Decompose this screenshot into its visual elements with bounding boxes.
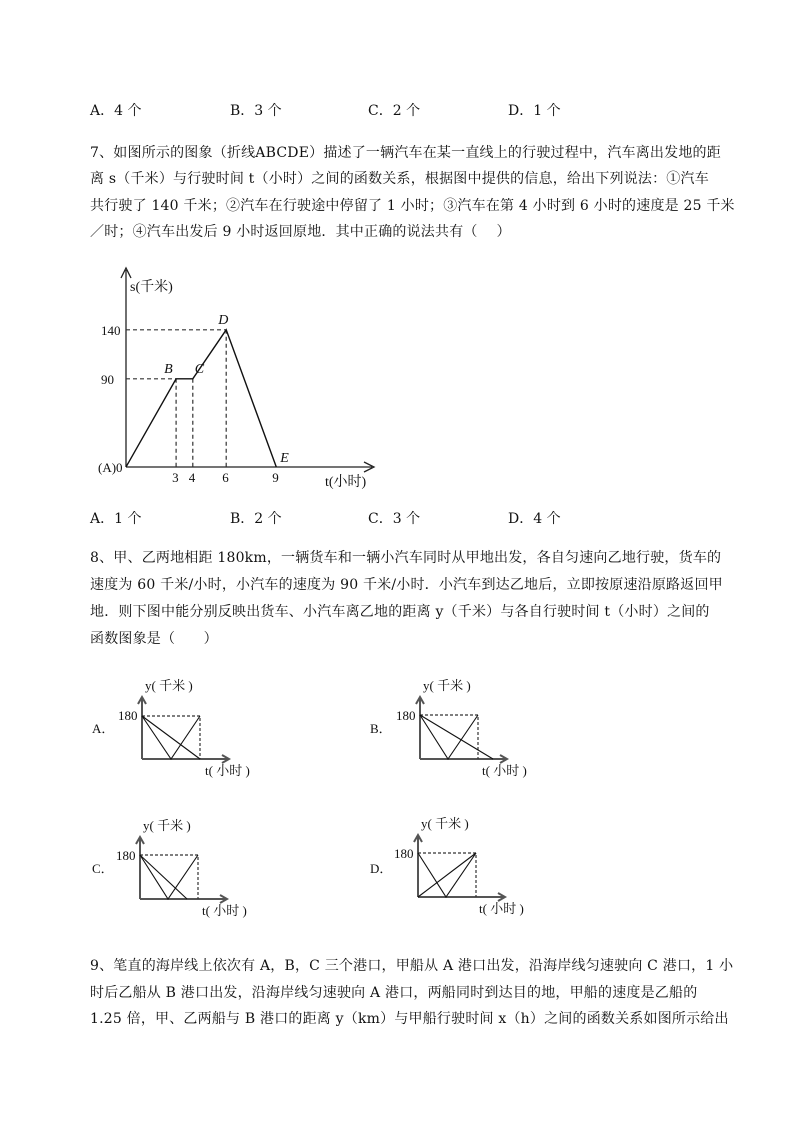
graph-x-label: t( 小时 ) bbox=[479, 901, 524, 916]
graph-x-label: t( 小时 ) bbox=[482, 763, 527, 778]
point-label-d: D bbox=[218, 312, 229, 328]
q6-option-b[interactable]: B．3 个 bbox=[230, 103, 282, 119]
q6-option-c[interactable]: C．2 个 bbox=[368, 103, 421, 119]
q8-text-line: 函数图象是（ ） bbox=[90, 631, 218, 647]
x-tick-label: 6 bbox=[222, 470, 229, 485]
graph-c[interactable] bbox=[92, 818, 247, 918]
q8-text-line: 地．则下图中能分别反映出货车、小汽车离乙地的距离 y（千米）与各自行驶时间 t（小时）之间的 bbox=[90, 604, 710, 620]
graph-y-tick: 180 bbox=[394, 846, 414, 861]
q7-text-line: ／时；④汽车出发后 9 小时返回原地．其中正确的说法共有（ ） bbox=[90, 224, 511, 240]
q7-option-b[interactable]: B．2 个 bbox=[230, 511, 282, 527]
graph-y-label: y( 千米 ) bbox=[143, 818, 191, 833]
graph-x-label: t( 小时 ) bbox=[205, 763, 250, 778]
x-tick-label: 9 bbox=[272, 470, 279, 485]
graph-y-label: y( 千米 ) bbox=[423, 678, 471, 693]
graph-letter: B． bbox=[370, 721, 392, 736]
q7-text-line: 共行驶了 140 千米；②汽车在行驶途中停留了 1 小时；③汽车在第 4 小时到 6 小时的速度是 25 千米 bbox=[90, 198, 735, 214]
graph-a[interactable] bbox=[92, 678, 250, 778]
q9-text-line: 9、笔直的海岸线上依次有 A，B，C 三个港口，甲船从 A 港口出发，沿海岸线匀速驶向 C 港口，1 小 bbox=[90, 958, 734, 974]
graph-letter: D． bbox=[370, 861, 393, 876]
graph-letter: A． bbox=[92, 721, 115, 736]
q7-text-line: 7、如图所示的图象（折线ABCDE）描述了一辆汽车在某一直线上的行驶过程中，汽车离出发地的距 bbox=[90, 145, 721, 161]
q8-text-line: 8、甲、乙两地相距 180km，一辆货车和一辆小汽车同时从甲地出发，各自匀速向乙地行驶，货车的 bbox=[90, 550, 722, 566]
q9-text-line: 1.25 倍，甲、乙两船与 B 港口的距离 y（km）与甲船行驶时间 x（h）之间的函数关系如图所示给出 bbox=[90, 1011, 729, 1027]
graph-y-tick: 180 bbox=[396, 708, 416, 723]
origin-label: (A)0 bbox=[98, 460, 123, 475]
q6-option-d[interactable]: D．1 个 bbox=[508, 103, 561, 119]
point-label-e: E bbox=[280, 451, 289, 466]
x-axis-label: t(小时) bbox=[325, 475, 367, 490]
graph-y-tick: 180 bbox=[116, 848, 136, 863]
y-axis-label: s(千米) bbox=[130, 280, 173, 295]
graph-y-tick: 180 bbox=[118, 708, 138, 723]
y-tick-label: 90 bbox=[101, 371, 114, 387]
graph-b[interactable] bbox=[370, 678, 527, 778]
graph-letter: C． bbox=[92, 861, 114, 876]
q7-option-c[interactable]: C．3 个 bbox=[368, 511, 421, 527]
q7-option-a[interactable]: A．1 个 bbox=[90, 511, 142, 527]
graph-y-label: y( 千米 ) bbox=[421, 816, 469, 831]
point-label-b: B bbox=[164, 361, 173, 377]
x-tick-label: 3 bbox=[172, 470, 179, 485]
q7-option-d[interactable]: D．4 个 bbox=[508, 511, 561, 527]
graph-y-label: y( 千米 ) bbox=[145, 678, 193, 693]
graph-x-label: t( 小时 ) bbox=[202, 903, 247, 918]
q7-text-line: 离 s（千米）与行驶时间 t（小时）之间的函数关系，根据图中提供的信息，给出下列说法：①汽车 bbox=[90, 171, 709, 187]
x-tick-label: 4 bbox=[188, 470, 196, 485]
q8-text-line: 速度为 60 千米/小时，小汽车的速度为 90 千米/小时．小汽车到达乙地后，立即按原速沿原路返回甲 bbox=[90, 577, 723, 593]
q6-option-a[interactable]: A．4 个 bbox=[90, 103, 142, 119]
point-label-c: C bbox=[194, 361, 205, 377]
q9-text-line: 时后乙船从 B 港口出发，沿海岸线匀速驶向 A 港口，两船同时到达目的地，甲船的速度是乙船的 bbox=[90, 985, 698, 1001]
y-tick-label: 140 bbox=[101, 322, 121, 338]
graph-d[interactable] bbox=[370, 816, 524, 916]
